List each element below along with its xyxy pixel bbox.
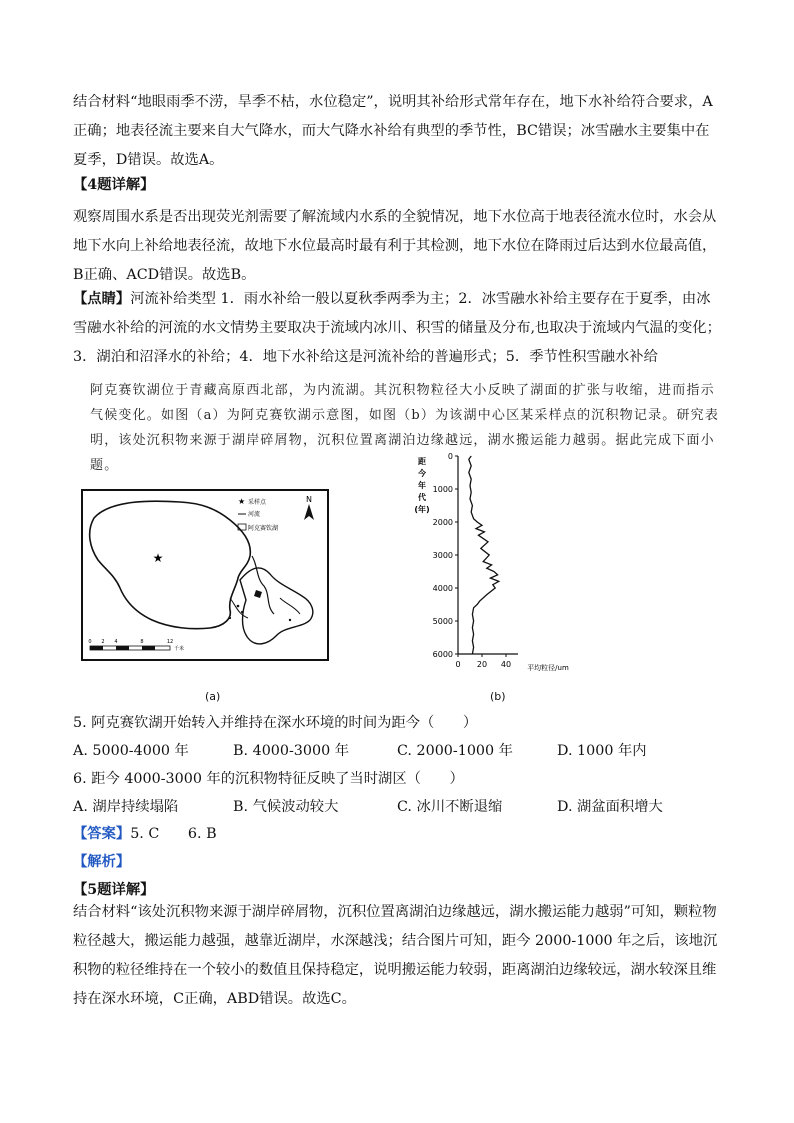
dianjing-label: 【点睛】 [73, 291, 131, 307]
svg-text:2: 2 [101, 639, 105, 645]
svg-text:千米: 千米 [174, 646, 185, 652]
grain-size-chart [408, 448, 588, 680]
y-label-char: 代 [418, 493, 426, 502]
q6-option-a: A. 湖岸持续塌陷 [73, 799, 179, 815]
q6-option-c: C. 冰川不断退缩 [397, 799, 503, 815]
q5-option-b: B. 4000-3000 年 [233, 743, 350, 759]
heading-q4-detail: 【4题详解】 [73, 177, 155, 193]
svg-text:0: 0 [88, 639, 92, 645]
north-label: N [306, 495, 312, 504]
y-tick-label: 2000 [432, 518, 453, 527]
grain-size-series-line [469, 456, 499, 654]
lake-map-figure [80, 488, 332, 668]
x-tick-label: 0 [455, 660, 461, 669]
paragraph-q5-explanation: 结合材料“该处沉积物来源于湖岸碎屑物，沉积位置离湖泊边缘越远，湖水搬运能力越弱”可知，颗粒物粒径越大，搬运能力越强，越靠近湖岸，水深越浅；结合图片可知，距今 2000-1000 年之后，该地沉积物的粒径维持在一个较小的数值且保持稳定，说明搬运能力较弱，距离湖泊边缘较远，湖水较深且维持在深水环境，C正确，ABD错误。故选C。 [73, 904, 718, 1007]
q5-option-a: A. 5000-4000 年 [73, 743, 189, 759]
figure-b-caption: (b) [490, 690, 506, 703]
y-tick-label: 0 [447, 452, 453, 461]
figure-a-caption: (a) [205, 690, 221, 703]
q5-option-c: C. 2000-1000 年 [397, 743, 513, 759]
y-label-char: (年) [414, 505, 430, 514]
y-label-char: 今 [418, 469, 426, 478]
svg-text:12: 12 [166, 639, 174, 645]
svg-text:★: ★ [238, 497, 246, 506]
chart-xlabel: 平均粒径/um [527, 664, 569, 672]
q6-stem: 6. 距今 4000-3000 年的沉积物特征反映了当时湖区（ ） [73, 771, 464, 787]
heading-q5-detail: 【5题详解】 [73, 882, 155, 898]
y-label-char: 距 [418, 457, 426, 466]
paragraph-dianjing [73, 285, 723, 372]
q6-option-d: D. 湖盆面积增大 [557, 799, 663, 815]
answer-label: 【答案】 [73, 826, 131, 842]
x-tick-label: 40 [500, 660, 512, 669]
legend-river-label: 河流 [248, 511, 261, 518]
y-tick-label: 3000 [432, 551, 453, 560]
dianjing-text: 河流补给类型 1．雨水补给一般以夏秋季两季为主；2．冰雪融水补给主要存在于夏季，由冰雪融水补给的河流的水文情势主要取决于流域内冰川、积雪的储量及分布,也取决于流域内气温的变化；3．湖泊和沼泽水的补给；4．地下水补给这是河流补给的普遍形式；5．季节性积雪融水补给 [73, 291, 721, 365]
answer-line [73, 823, 217, 843]
svg-text:8: 8 [140, 639, 144, 645]
paragraph-q3-explanation: 结合材料“地眼雨季不涝，旱季不枯，水位稳定”，说明其补给形式常年存在，地下水补给符合要求，A正确；地表径流主要来自大气降水，而大气降水补给有典型的季节性，BC错误；冰雪融水主要集中在夏季，D错误。故选A。 [73, 94, 713, 168]
map-frame [82, 490, 328, 660]
y-tick-label: 5000 [432, 617, 453, 626]
answer-text: 5. C 6. B [130, 826, 217, 842]
chart-ylabel [414, 456, 429, 514]
paragraph-q4-explanation: 观察周围水系是否出现荧光剂需要了解流域内水系的全貌情况，地下水位高于地表径流水位时，水会从地下水向上补给地表径流，故地下水位最高时最有利于其检测，地下水位在降雨过后达到水位最高值，B正确、ACD错误。故选B。 [73, 209, 717, 283]
q5-stem: 5. 阿克赛钦湖开始转入并维持在深水环境的时间为距今（ ） [73, 715, 478, 731]
y-tick-label: 6000 [432, 650, 453, 659]
y-tick-label: 1000 [432, 485, 453, 494]
y-label-char: 年 [418, 481, 426, 490]
legend-lake-label: 阿克赛钦湖 [248, 525, 279, 532]
y-tick-label: 4000 [432, 584, 453, 593]
material-text: 阿克赛钦湖位于青藏高原西北部，为内流湖。其沉积物粒径大小反映了湖面的扩张与收缩，进而指示气候变化。如图（a）为阿克赛钦湖示意图，如图（b）为该湖中心区某采样点的沉积物记录。研究表明，该处沉积物来源于湖岸碎屑物，沉积位置离湖泊边缘越远，湖水搬运能力越弱。据此完成下面小题。 [90, 383, 720, 473]
q6-option-b: B. 气候波动较大 [233, 799, 339, 815]
q5-option-d: D. 1000 年内 [557, 743, 647, 759]
x-tick-label: 20 [476, 660, 488, 669]
sample-point-star: ★ [152, 551, 164, 565]
jiexi-heading: 【解析】 [73, 854, 131, 870]
svg-text:4: 4 [114, 639, 118, 645]
legend-sample-label: 采样点 [248, 499, 267, 506]
